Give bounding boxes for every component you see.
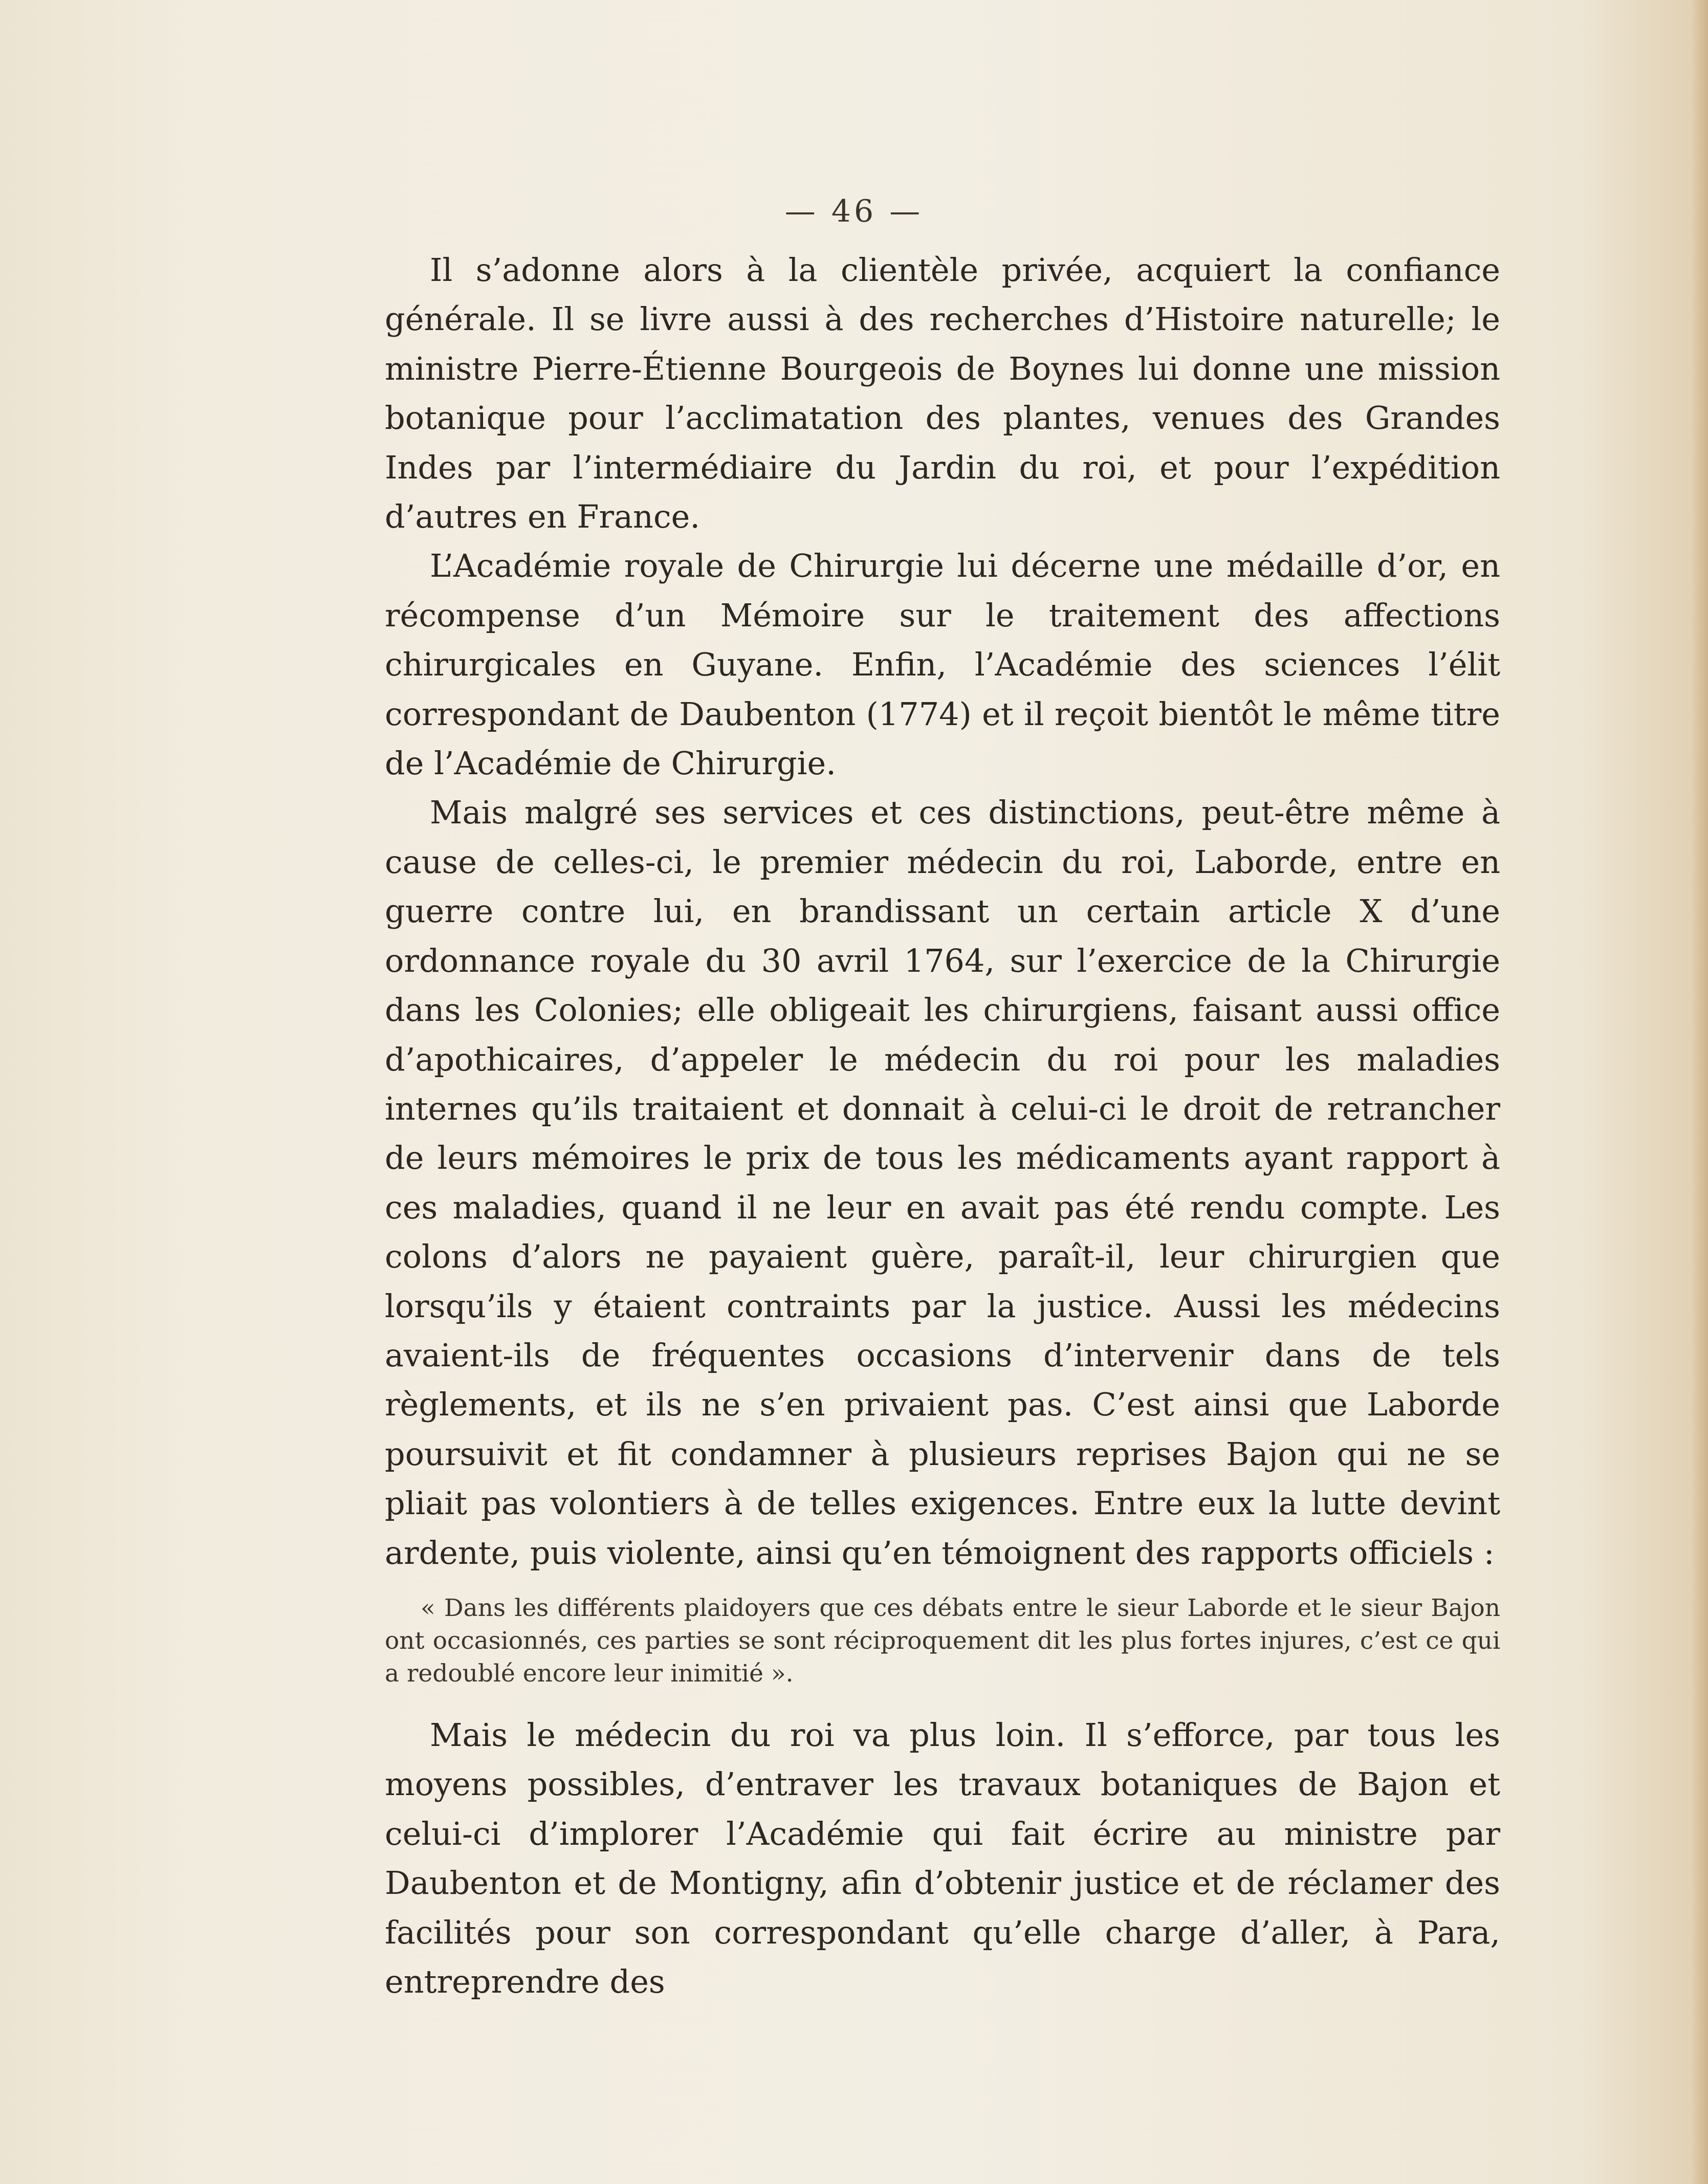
paragraph-3: Mais malgré ses services et ces distinctions, peut-être même à cause de celles-ci, le premier médecin du roi, Laborde, entre en guerre contre lui, en brandissant un certain article X d’une ordonnance royale du 30 avril 1764, sur l’exercice de la Chirurgie dans les Colonies; elle obligeait les chirurgiens, faisant aussi office d’apothicaires, d’appeler le médecin du roi pour les maladies internes qu’ils traitaient et donnait à celui-ci le droit de retrancher de leurs mémoires le prix de tous les médicaments ayant rapport à ces maladies, quand il ne leur en avait pas été rendu compte. Les colons d’alors ne payaient guère, paraît-il, leur chirurgien que lorsqu’ils y étaient contraints par la justice. Aussi les médecins avaient-ils de fréquentes occasions d’intervenir dans de tels règlements, et ils ne s’en privaient pas. C’est ainsi que Laborde poursuivit et fit condamner à plusieurs reprises Bajon qui ne se pliait pas volontiers à de telles exigences. Entre eux la lutte devint ardente, puis violente, ainsi qu’en témoignent des rapports officiels : <box>385 794 1500 1571</box>
page-number: — 46 — <box>784 193 924 229</box>
page-edge-shadow <box>1691 0 1708 2184</box>
paragraph-2: L’Académie royale de Chirurgie lui décerne une médaille d’or, en récompense d’un Mémoire sur le traitement des affections chirurgicales en Guyane. Enfin, l’Académie des sciences l’élit correspondant de Daubenton (1774) et il reçoit bientôt le même titre de l’Académie de Chirurgie. <box>385 547 1500 782</box>
block-quote: « Dans les différents plaidoyers que ces débats entre le sieur Laborde et le sieur Bajon ont occasionnés, ces parties se sont réciproquement dit les plus fortes injures, c’est ce qui a redoublé encore leur inimitié ». <box>385 1593 1500 1688</box>
body-text <box>385 246 1500 2006</box>
paragraph-4: Mais le médecin du roi va plus loin. Il s’efforce, par tous les moyens possibles, d’entraver les travaux botaniques de Bajon et celui-ci d’implorer l’Académie qui fait écrire au ministre par Daubenton et de Montigny, afin d’obtenir justice et de réclamer des facilités pour son correspondant qu’elle charge d’aller, à Para, entreprendre des <box>385 1716 1500 2000</box>
paragraph-1: Il s’adonne alors à la clientèle privée, acquiert la confiance générale. Il se livre aussi à des recherches d’Histoire naturelle; le ministre Pierre-Étienne Bourgeois de Boynes lui donne une mission botanique pour l’acclimatation des plantes, venues des Grandes Indes par l’intermédiaire du Jardin du roi, et pour l’expédition d’autres en France. <box>385 251 1500 536</box>
